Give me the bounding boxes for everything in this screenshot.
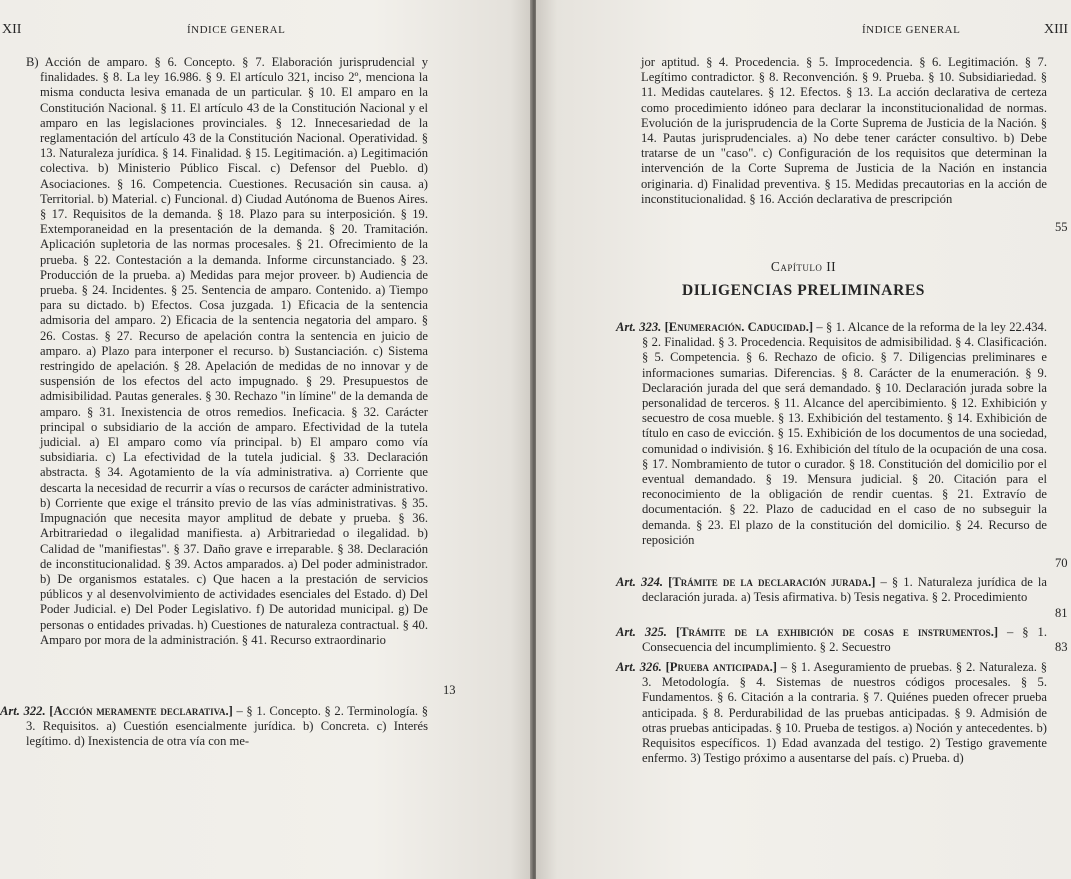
art-323-text: – § 1. Alcance de la reforma de la ley 22.434. § 2. Finalidad. § 3. Procedencia. Requisitos de admisibilidad. § 4. Clasificación. § 5. Competencia. § 6. Rechazo de oficio. § 7. Diligencias preliminares e informaciones sumarias. Diferencias. § 8. Carácter de la enumeración. § 9. Declaración jurada del que será demandado. § 10. Declaración jurada sobre la personalidad de terceros. § 11. Alcance del apercibimiento. § 12. Exhibición y secuestro de cosa mueble. § 13. Exhibición del testamento. § 14. Exhibición de título en caso de evicción. § 15. Exhibición de los documentos de una sociedad, comunidad o indivisión. § 16. Exhibición del título de la ocupación de una cosa. § 17. Nombramiento de tutor o curador. § 18. Constitución del domicilio por el eventual demandado. § 19. Mensura judicial. § 20. Citación para el reconocimiento de la obligación de rendir cuentas. § 21. Extravío de documentación. § 22. Plazo de caducidad en el caso de no subseguir la demanda. § 23. El plazo de la constitución del domicilio. § 24. Recurso de reposición xyxy=(642,320,1047,547)
left-running-head: ÍNDICE GENERAL xyxy=(187,24,286,36)
art-326-heading: [Prueba anticipada.] xyxy=(665,660,777,674)
art-325-page-number: 83 xyxy=(1055,640,1068,654)
art-322-heading: [Acción meramente declarativa.] xyxy=(49,704,233,718)
art-326-text: – § 1. Aseguramiento de pruebas. § 2. Naturaleza. § 3. Metodología. § 4. Sistemas de nuestros códigos procesales. § 5. Fundamentos. § 6. Citación a la contraria. § 7. Quiénes pueden ofrecer prueba anticipada. § 8. Perdurabilidad de las pruebas anticipadas. § 9. Admisión de otras pruebas anticipadas. § 10. Prueba de testigos. a) Noción y antecedentes. b) Requisitos específicos. 1) Edad avanzada del testigo. 2) Testigo gravemente enfermo. 3) Testigo próximo a ausentarse del país. c) Prueba. d) xyxy=(642,660,1048,766)
art-323-page-number: 70 xyxy=(1055,556,1068,570)
left-page xyxy=(0,0,532,879)
art-324-label: Art. 324. xyxy=(616,575,664,589)
chapter-title: DILIGENCIAS PRELIMINARES xyxy=(681,282,926,299)
art-325-text: – § 1. Consecuencia del incumplimiento. § 2. Secuestro xyxy=(642,625,1047,655)
art-325-entry xyxy=(616,625,1047,655)
art-324-heading: [Trámite de la declaración jurada.] xyxy=(668,575,876,589)
entry-b-page-number: 13 xyxy=(443,683,456,697)
art-325-label: Art. 325. xyxy=(616,625,667,639)
entry-b-text: B) Acción de amparo. § 6. Concepto. § 7. Elaboración jurisprudencial y finalidades. § 8. La ley 16.986. § 9. El artículo 321, inciso 2º, menciona la misma conducta lesiva emanada de un particular. § 10. El amparo en la Constitución Nacional. § 11. El artículo 43 de la Constitución Nacional y el amparo en las legislaciones provinciales. § 12. Innecesariedad de la reglamentación del artículo 43 de la Constitución Nacional. Operatividad. § 13. Naturaleza jurídica. § 14. Finalidad. § 15. Legitimación. a) Legitimación colectiva. b) Ministerio Público Fiscal. c) Defensor del Pueblo. d) Asociaciones. § 16. Competencia. Cuestiones. Recusación sin causa. a) Territorial. b) Material. c) Funcional. d) Ciudad Autónoma de Buenos Aires. § 17. Requisitos de la demanda. § 18. Plazo para su interposición. § 19. Extemporaneidad en la presentación de la demanda. § 20. Tramitación. Aplicación supletoria de las normas procesales. § 21. Ofrecimiento de la prueba. § 22. Contestación a la demanda. Informe circunstanciado. § 23. Producción de la prueba. a) Medidas para mejor proveer. b) Audiencia de prueba. § 24. Incidentes. § 25. Sentencia de amparo. Contenido. a) Tiempo para su dictado. b) Efectos. Cosa juzgada. 1) Eficacia de la sentencia admisoria del amparo. 2) Eficacia de la sentencia negatoria del amparo. § 26. Costas. § 27. Recurso de apelación contra la sentencia en juicio de amparo. a) Plazo para interponer el recurso. b) Sustanciación. c) Sistema restringido de apelación. § 28. Apelación de medidas de no innovar y de suspensión de los efectos del acto impugnado. § 29. Presupuestos de admisibilidad. Pautas generales. § 30. Rechazo "in límine" de la demanda de amparo. § 31. Inexistencia de otros remedios. Ineficacia. § 32. Carácter principal o subsidiario de la acción de amparo. Efectividad de la tutela judicial. a) El amparo como vía principal. b) El amparo como vía subsidiaria. c) La efectividad de la tutela judicial. § 33. Declaración abstracta. § 34. Agotamiento de la vía administrativa. a) Corriente que descarta la necesidad de recurrir a vías o recursos de carácter administrativo. b) Corriente que exige el tránsito previo de las vías administrativas. § 35. Impugnación que necesita mayor amplitud de debate y prueba. § 36. Arbitrariedad o ilegalidad manifiesta. a) Arbitrariedad o ilegalidad. b) Calidad de "manifiestas". § 37. Daño grave e irreparable. § 38. Declaración de inconstitucionalidad. § 39. Actos amparados. a) Del poder administrador. b) De organismos estatales. c) Que hacen a la prestación de servicios públicos y al desenvolvimiento de actividades esenciales del Estado. d) Del Poder Judicial. e) Del Poder Legislativo. f) De autoridad municipal. g) De personas o entidades privadas. h) Cuestiones de naturaleza contractual. § 40. Amparo por mora de la administración. § 41. Recurso extraordinario xyxy=(26,55,428,647)
chapter-label: Capítulo II xyxy=(770,259,837,274)
art-323-label: Art. 323. xyxy=(616,320,662,334)
right-folio: XIII xyxy=(1044,22,1069,37)
art-325-heading: [Trámite de la exhibición de cosas e instrumentos.] xyxy=(675,625,999,639)
right-page xyxy=(536,0,1071,879)
entry-b-amparo xyxy=(26,55,428,648)
continuation-page-number: 55 xyxy=(1055,220,1068,234)
art-322-label: Art. 322. xyxy=(0,704,46,718)
art-324-page-number: 81 xyxy=(1055,606,1068,620)
art-322-text: – § 1. Concepto. § 2. Terminología. § 3. Requisitos. a) Cuestión esencialmente jurídica. b) Concreta. c) Interés legítimo. d) Inexistencia de otra vía con me- xyxy=(26,704,428,749)
art-324-entry xyxy=(616,575,1047,605)
right-running-head: ÍNDICE GENERAL xyxy=(862,24,961,36)
entry-art-322 xyxy=(0,704,428,750)
art-324-text: – § 1. Naturaleza jurídica de la declaración jurada. a) Tesis afirmativa. b) Tesis negativa. § 2. Procedimiento xyxy=(642,575,1048,605)
continuation-text: jor aptitud. § 4. Procedencia. § 5. Improcedencia. § 6. Legitimación. § 7. Legítimo contradictor. § 8. Reconvención. § 9. Prueba. § 10. Subsidiariedad. § 11. Medidas cautelares. § 12. Efectos. § 13. La acción declarativa de certeza como procedimiento idóneo para declarar la inconstitucionalidad de normas. Evolución de la jurisprudencia de la Corte Suprema de Justicia de la Nación. § 14. Pautas jurisprudenciales. a) No debe tener carácter consultivo. b) Debe tratarse de un "caso". c) Configuración de los requisitos que determinan la intervención de la Corte Suprema de Justicia de la Nación en instancia originaria. d) Finalidad preventiva. § 15. Medidas precautorias en la acción de inconstitucionalidad. § 16. Acción declarativa de prescripción xyxy=(641,55,1047,206)
art-322-continuation xyxy=(641,55,1047,207)
art-323-heading: [Enumeración. Caducidad.] xyxy=(664,320,814,334)
art-323-entry xyxy=(616,320,1047,548)
left-folio: XII xyxy=(2,22,22,37)
art-326-label: Art. 326. xyxy=(616,660,662,674)
art-326-entry xyxy=(616,660,1047,766)
